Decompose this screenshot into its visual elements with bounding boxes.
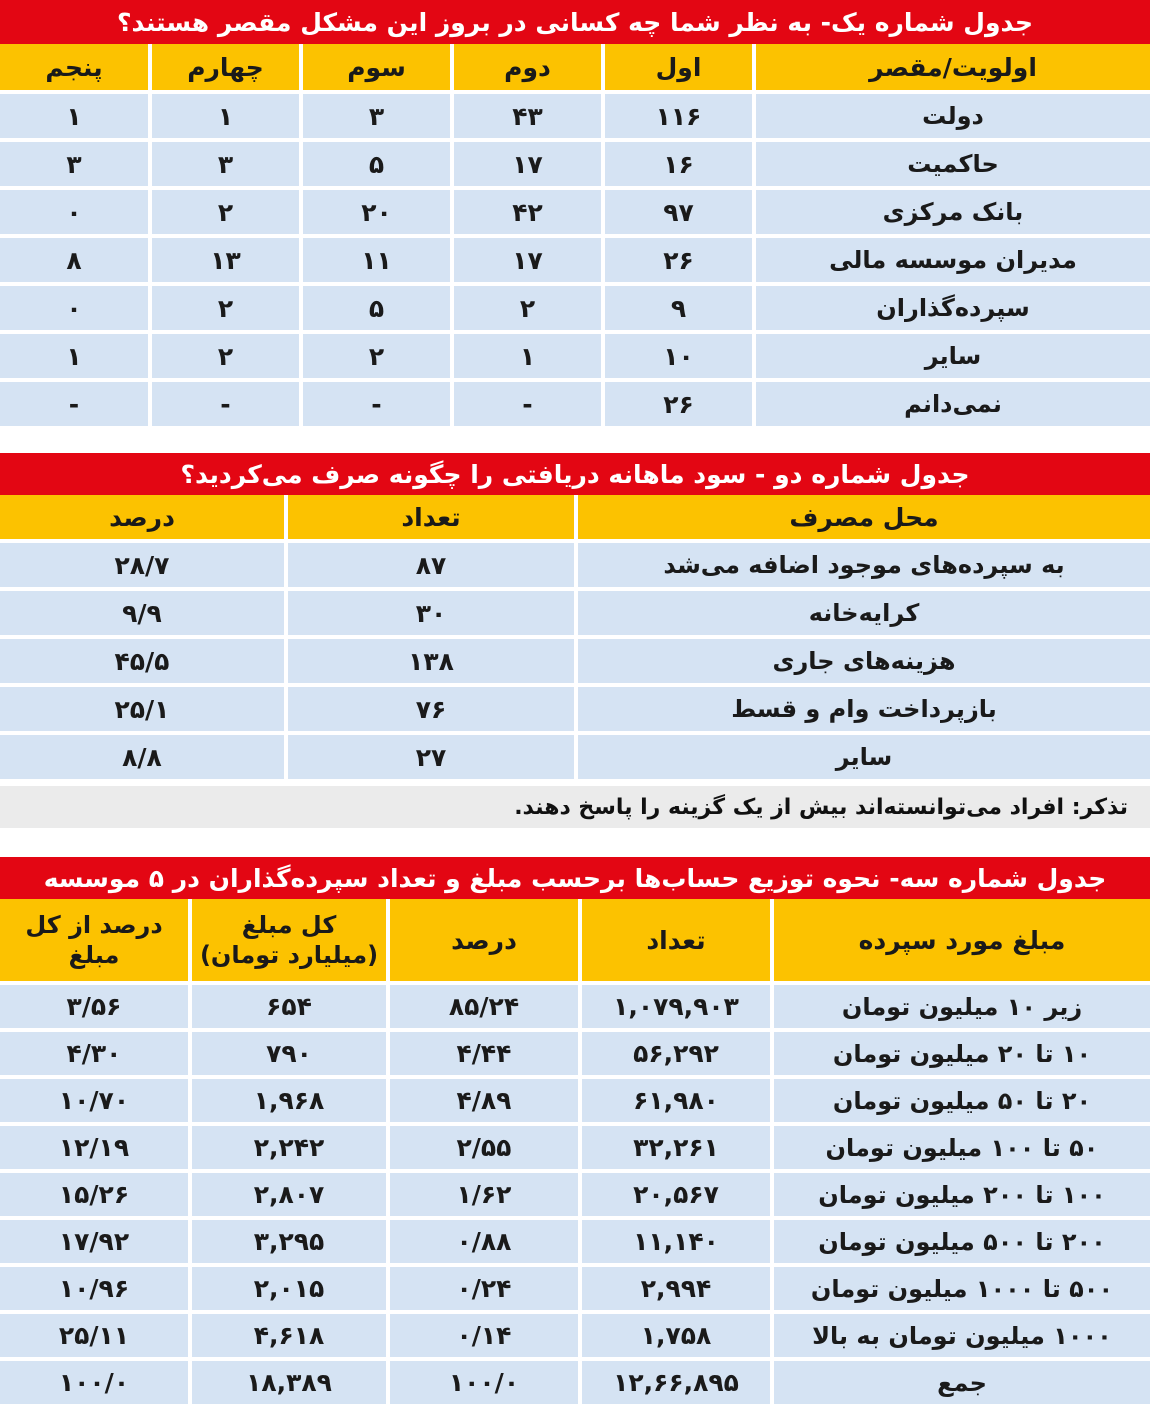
table1-cell: ۱ [148,94,299,142]
table3-row-label: ۵۰ تا ۱۰۰ میلیون تومان [770,1126,1150,1173]
table1-row [0,382,1150,430]
table3-cell: ۴/۳۰ [0,1032,188,1079]
table1-row [0,94,1150,142]
table1-cell: ۵ [299,286,450,334]
table3 [0,899,1150,1408]
table1-cell: ۱۷ [450,238,601,286]
table1-cell: ۸ [0,238,148,286]
table2-cell: ۸۷ [284,543,574,591]
table1-cell: ۵ [299,142,450,190]
table3-cell: ۲,۲۴۲ [188,1126,386,1173]
table1-cell: ۴۲ [450,190,601,238]
table1-cell: - [450,382,601,430]
table2 [0,495,1150,783]
table2-row-label: به سپرده‌های موجود اضافه می‌شد [574,543,1150,591]
table2-row-label: هزینه‌های جاری [574,639,1150,687]
table1-header-fourth: چهارم [148,44,299,94]
table1-cell: - [148,382,299,430]
table3-cell: ۳,۲۹۵ [188,1220,386,1267]
table3-cell: ۱,۹۶۸ [188,1079,386,1126]
table1-cell: ۹۷ [601,190,752,238]
table1-row [0,286,1150,334]
table2-cell: ۱۳۸ [284,639,574,687]
table3-row [0,1173,1150,1220]
table2-row [0,735,1150,783]
table3-row-label: ۱۰ تا ۲۰ میلیون تومان [770,1032,1150,1079]
table3-cell: ۲,۹۹۴ [578,1267,770,1314]
table3-cell: ۲,۰۱۵ [188,1267,386,1314]
table3-header-amount: مبلغ مورد سپرده [770,899,1150,985]
table3-cell: ۰/۸۸ [386,1220,578,1267]
table3-cell: ۱۱,۱۴۰ [578,1220,770,1267]
table3-title: جدول شماره سه- نحوه توزیع حساب‌ها برحسب مبلغ و تعداد سپرده‌گذاران در ۵ موسسه [0,857,1150,899]
table3-row [0,1267,1150,1314]
table2-row-label: بازپرداخت وام و قسط [574,687,1150,735]
table1-row-label: دولت [752,94,1150,142]
table3-row-label: ۲۰ تا ۵۰ میلیون تومان [770,1079,1150,1126]
table3-row-label: ۱۰۰ تا ۲۰۰ میلیون تومان [770,1173,1150,1220]
table3-cell: ۲۵/۱۱ [0,1314,188,1361]
table1-cell: ۳ [0,142,148,190]
table3-cell: ۲,۸۰۷ [188,1173,386,1220]
table2-cell: ۲۷ [284,735,574,783]
table3-cell: ۸۵/۲۴ [386,985,578,1032]
table1-cell: ۳ [148,142,299,190]
table3-cell: ۲۰,۵۶۷ [578,1173,770,1220]
table1-cell: ۲۶ [601,238,752,286]
table1-cell: ۱ [0,334,148,382]
table3-cell: ۱,۷۵۸ [578,1314,770,1361]
table3-cell: ۶۱,۹۸۰ [578,1079,770,1126]
table3-header-percent-of-total: درصد از کل مبلغ [0,899,188,985]
table3-cell: ۱۰۰/۰ [386,1361,578,1408]
table1-cell: - [299,382,450,430]
table2-row-label: سایر [574,735,1150,783]
table2-row [0,543,1150,591]
table2-header-count: تعداد [284,495,574,543]
table3-row-label: جمع [770,1361,1150,1408]
table3-cell: ۱۸,۳۸۹ [188,1361,386,1408]
table3-cell: ۱۲,۶۶,۸۹۵ [578,1361,770,1408]
table3-row [0,1032,1150,1079]
table3-row [0,1314,1150,1361]
table1-cell: ۱ [450,334,601,382]
table1-header-third: سوم [299,44,450,94]
table2-row [0,591,1150,639]
table3-cell: ۴/۴۴ [386,1032,578,1079]
table3-cell: ۱۰/۷۰ [0,1079,188,1126]
table1 [0,44,1150,430]
table3-cell: ۴/۸۹ [386,1079,578,1126]
table1-cell: ۴۳ [450,94,601,142]
table3-cell: ۳/۵۶ [0,985,188,1032]
table3-cell: ۳۲,۲۶۱ [578,1126,770,1173]
table2-row [0,639,1150,687]
table2-header-percent: درصد [0,495,284,543]
table3-cell: ۱,۰۷۹,۹۰۳ [578,985,770,1032]
table1-row-label: حاکمیت [752,142,1150,190]
table3-cell: ۱۰۰/۰ [0,1361,188,1408]
table1-header-second: دوم [450,44,601,94]
table2-cell: ۴۵/۵ [0,639,284,687]
table1-row [0,142,1150,190]
table3-cell: ۱۵/۲۶ [0,1173,188,1220]
table3-cell: ۱۰/۹۶ [0,1267,188,1314]
table1-cell: ۱۶ [601,142,752,190]
table3-cell: ۱۲/۱۹ [0,1126,188,1173]
table3-cell: ۱/۶۲ [386,1173,578,1220]
table2-row [0,687,1150,735]
table1-cell: ۲ [299,334,450,382]
table1-row [0,334,1150,382]
table1-cell: ۲ [148,286,299,334]
table1-row-label: نمی‌دانم [752,382,1150,430]
table3-row-label: ۲۰۰ تا ۵۰۰ میلیون تومان [770,1220,1150,1267]
table2-cell: ۷۶ [284,687,574,735]
table1-row-label: سپرده‌گذاران [752,286,1150,334]
table1-cell: ۹ [601,286,752,334]
table1-header-fifth: پنجم [0,44,148,94]
table1-cell: - [0,382,148,430]
table1-header-priority: اولویت/مقصر [752,44,1150,94]
table3-cell: ۷۹۰ [188,1032,386,1079]
table3-header-percent: درصد [386,899,578,985]
table1-title: جدول شماره یک- به نظر شما چه کسانی در بروز این مشکل مقصر هستند؟ [0,0,1150,44]
table1-cell: ۲ [450,286,601,334]
table1-cell: ۳ [299,94,450,142]
table3-cell: ۱۷/۹۲ [0,1220,188,1267]
table1-cell: ۲۶ [601,382,752,430]
table1-cell: ۲ [148,334,299,382]
table2-row-label: کرایه‌خانه [574,591,1150,639]
table1-cell: ۲۰ [299,190,450,238]
table2-cell: ۸/۸ [0,735,284,783]
table1-cell: ۰ [0,190,148,238]
table2-note: تذکر: افراد می‌توانسته‌اند بیش از یک گزینه را پاسخ دهند. [0,786,1150,828]
table3-row-label: ۵۰۰ تا ۱۰۰۰ میلیون تومان [770,1267,1150,1314]
table1-cell: ۱۱۶ [601,94,752,142]
table1-row-label: سایر [752,334,1150,382]
table1-row [0,238,1150,286]
table3-cell: ۰/۲۴ [386,1267,578,1314]
table3-row-label: ۱۰۰۰ میلیون تومان به بالا [770,1314,1150,1361]
table2-cell: ۲۵/۱ [0,687,284,735]
table1-cell: ۲ [148,190,299,238]
table3-row [0,985,1150,1032]
table2-title: جدول شماره دو - سود ماهانه دریافتی را چگونه صرف می‌کردید؟ [0,453,1150,495]
table1-cell: ۱ [0,94,148,142]
table1-row-label: مدیران موسسه مالی [752,238,1150,286]
table3-row [0,1126,1150,1173]
table1-cell: ۰ [0,286,148,334]
table1-cell: ۱۳ [148,238,299,286]
table1-row-label: بانک مرکزی [752,190,1150,238]
table3-header-total-amount: کل مبلغ (میلیارد تومان) [188,899,386,985]
table1-cell: ۱۱ [299,238,450,286]
table3-header-count: تعداد [578,899,770,985]
table2-header-usage: محل مصرف [574,495,1150,543]
table2-cell: ۲۸/۷ [0,543,284,591]
table3-cell: ۶۵۴ [188,985,386,1032]
table3-cell: ۴,۶۱۸ [188,1314,386,1361]
table1-header-first: اول [601,44,752,94]
table1-cell: ۱۷ [450,142,601,190]
table3-cell: ۲/۵۵ [386,1126,578,1173]
table1-cell: ۱۰ [601,334,752,382]
table3-cell: ۵۶,۲۹۲ [578,1032,770,1079]
table3-row [0,1079,1150,1126]
table1-row [0,190,1150,238]
table2-cell: ۹/۹ [0,591,284,639]
table3-row [0,1361,1150,1408]
table3-row [0,1220,1150,1267]
table3-row-label: زیر ۱۰ میلیون تومان [770,985,1150,1032]
table2-cell: ۳۰ [284,591,574,639]
table3-cell: ۰/۱۴ [386,1314,578,1361]
